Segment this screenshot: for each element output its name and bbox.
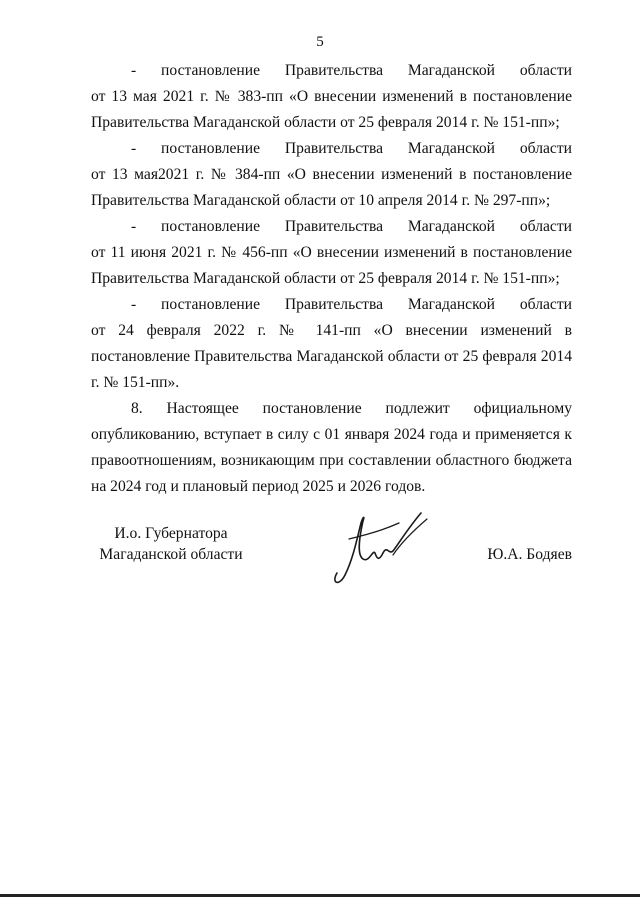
- clause-8-paragraph: [91, 396, 572, 500]
- paragraph-text: от 24 февраля 2022 г. № 141-пп «О внесении изменений в постановление Правительства Магаданской области от 25 февраля 2014 г. № 151-пп».: [91, 322, 572, 391]
- signatory-name: Ю.А. Бодяев: [487, 546, 572, 563]
- list-item-resolution-4: [91, 292, 572, 396]
- paragraph-first-line: 8. Настоящее постановление подлежит официальному: [131, 400, 572, 417]
- paragraph-text: от 13 мая2021 г. № 384-пп «О внесении изменений в постановление Правительства Магаданской области от 10 апреля 2014 г. № 297-пп»;: [91, 166, 572, 209]
- paragraph-first-line: - постановление Правительства Магаданской области: [131, 140, 572, 157]
- signature-block: [91, 523, 572, 593]
- paragraph-first-line: - постановление Правительства Магаданской области: [131, 62, 572, 79]
- list-item-resolution-3: [91, 214, 572, 292]
- paragraph-text: опубликованию, вступает в силу с 01 января 2024 года и применяется к правоотношениям, возникающим при составлении областного бюджета на 2024 год и плановый период 2025 и 2026 годов.: [91, 426, 572, 495]
- signatory-title: [91, 523, 251, 565]
- page-number: 5: [316, 34, 324, 50]
- list-item-resolution-2: [91, 136, 572, 214]
- list-item-resolution-1: [91, 58, 572, 136]
- paragraph-text: от 13 мая 2021 г. № 383-пп «О внесении изменений в постановление Правительства Магаданской области от 25 февраля 2014 г. № 151-пп»;: [91, 88, 572, 131]
- paragraph-first-line: - постановление Правительства Магаданской области: [131, 218, 572, 235]
- paragraph-text: от 11 июня 2021 г. № 456-пп «О внесении изменений в постановление Правительства Магаданской области от 25 февраля 2014 г. № 151-пп»;: [91, 244, 572, 287]
- bottom-border: [0, 894, 640, 897]
- handwritten-signature: [329, 509, 439, 589]
- signatory-title-line-2: Магаданской области: [99, 546, 243, 563]
- signatory-title-line-1: И.о. Губернатора: [114, 525, 228, 542]
- paragraph-first-line: - постановление Правительства Магаданской области: [131, 296, 572, 313]
- document-body: [91, 58, 572, 500]
